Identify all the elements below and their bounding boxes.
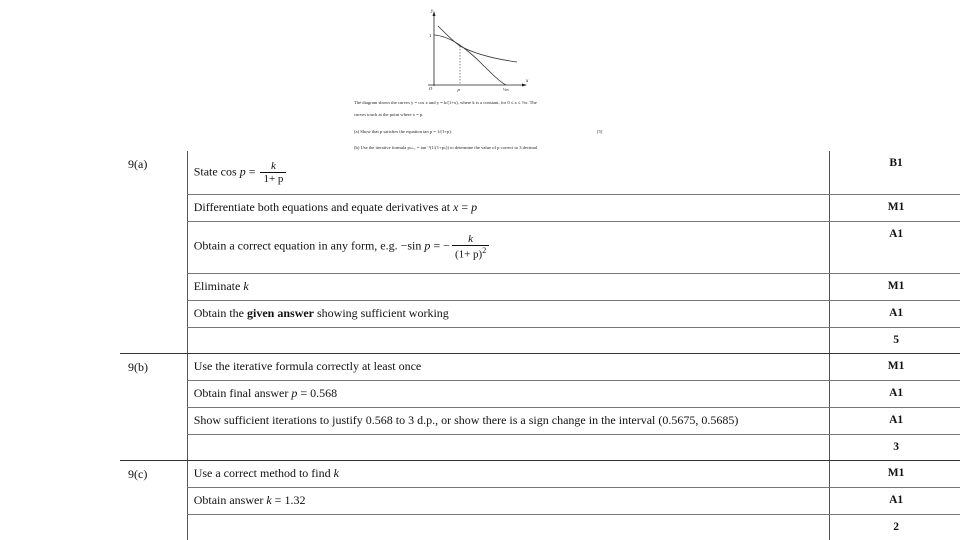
k-curve [438,26,517,62]
criterion-var: k [333,466,339,480]
criterion-bold-text: given answer [247,306,315,320]
y-axis-label: y [431,9,434,14]
criterion-eq: = [245,164,259,178]
table-row [120,514,960,540]
criterion-var: p [239,164,246,178]
mark-cell: M1 [830,460,960,487]
table-row [120,380,960,407]
criterion-eq: = − [430,238,450,253]
criterion-cell [187,221,830,273]
mark-cell: A1 [830,221,960,273]
table-row [120,300,960,327]
criterion-cell: Show sufficient iterations to justify 0.568 to 3 d.p., or show there is a sign change in the interval (0.5675, 0.5685) [187,407,830,434]
one-label: 1 [429,33,432,38]
question-label-9a: 9(a) [128,157,148,171]
mark-scheme-table [120,151,960,540]
criterion-text: = 0.568 [297,386,338,400]
fraction [260,160,286,185]
criterion-var: p [471,200,478,214]
fraction-denominator [452,246,489,261]
fraction-denominator-base: (1+ p) [454,248,483,261]
criterion-text: Eliminate [193,279,244,293]
question-part-b: (b) Use the iterative formula pₙ₊₁ = tan⁻¹(1/(1+pₙ)) to determine the value of p correct to 3 decimal [354,145,538,150]
criterion-text: Obtain a correct equation in any form, e.g. −sin [193,238,425,253]
mark-cell: A1 [830,487,960,514]
criterion-text: Use a correct method to find [193,466,334,480]
criterion-text: State cos [193,164,240,178]
table-row [120,194,960,221]
criterion-text: Obtain the [193,306,248,320]
question-label-9c: 9(c) [128,466,148,481]
p-label: p [457,87,460,92]
table-row [120,327,960,353]
criterion-var: k [243,279,249,293]
question-intro-line-1: The diagram shows the curves y = cos x and y = k/(1+x), where k is a constant, for 0 ≤ x ≤ ½π. The [354,100,537,105]
question-part-a: (a) Show that p satisfies the equation tan p = 1/(1+p). [354,129,452,134]
criterion-cell [187,380,830,407]
criterion-var: p [424,238,431,253]
criterion-cell [187,151,830,194]
total-marks-9a: 5 [830,327,960,353]
criterion-text: Obtain final answer [193,386,292,400]
table-row [120,221,960,273]
mark-cell: M1 [830,273,960,300]
cos-curve [434,35,506,85]
criterion-var: x [453,200,459,214]
fraction-numerator: k [260,160,286,173]
mark-cell: M1 [830,194,960,221]
criterion-cell [187,300,830,327]
mark-cell: M1 [830,353,960,380]
criterion-cell [187,460,830,487]
mark-cell: B1 [830,151,960,194]
mark-cell: A1 [830,407,960,434]
total-marks-9b: 3 [830,434,960,460]
fraction-exponent: 2 [482,246,487,256]
table-row [120,353,960,380]
criterion-eq: = [458,200,472,214]
x-axis-label: x [526,79,529,84]
fraction [452,233,489,261]
criterion-text: = 1.32 [271,493,306,507]
criterion-cell [187,273,830,300]
table-row [120,407,960,434]
question-part-a-marks: [5] [597,129,603,134]
table-row [120,460,960,487]
criterion-var: p [291,386,298,400]
table-row [120,487,960,514]
criterion-cell [187,194,830,221]
criterion-var: k [266,493,272,507]
half-pi-label: ½π [503,87,509,92]
question-label-9b: 9(b) [128,359,148,374]
criterion-text: Obtain answer [193,493,267,507]
mark-cell: A1 [830,300,960,327]
criterion-cell: Use the iterative formula correctly at least once [187,353,830,380]
question-intro-line-2: curves touch at the point where x = p. [354,112,424,117]
table-row [120,434,960,460]
table-row [120,151,960,194]
criterion-cell [187,487,830,514]
table-row [120,273,960,300]
fraction-numerator: k [452,233,489,246]
fraction-denominator: 1+ p [263,172,284,185]
mark-cell: A1 [830,380,960,407]
criterion-text: showing sufficient working [314,306,449,320]
criterion-text: Differentiate both equations and equate derivatives at [193,200,454,214]
curves-diagram [420,6,535,96]
origin-label: O [429,86,433,91]
total-marks-9c: 2 [830,514,960,540]
